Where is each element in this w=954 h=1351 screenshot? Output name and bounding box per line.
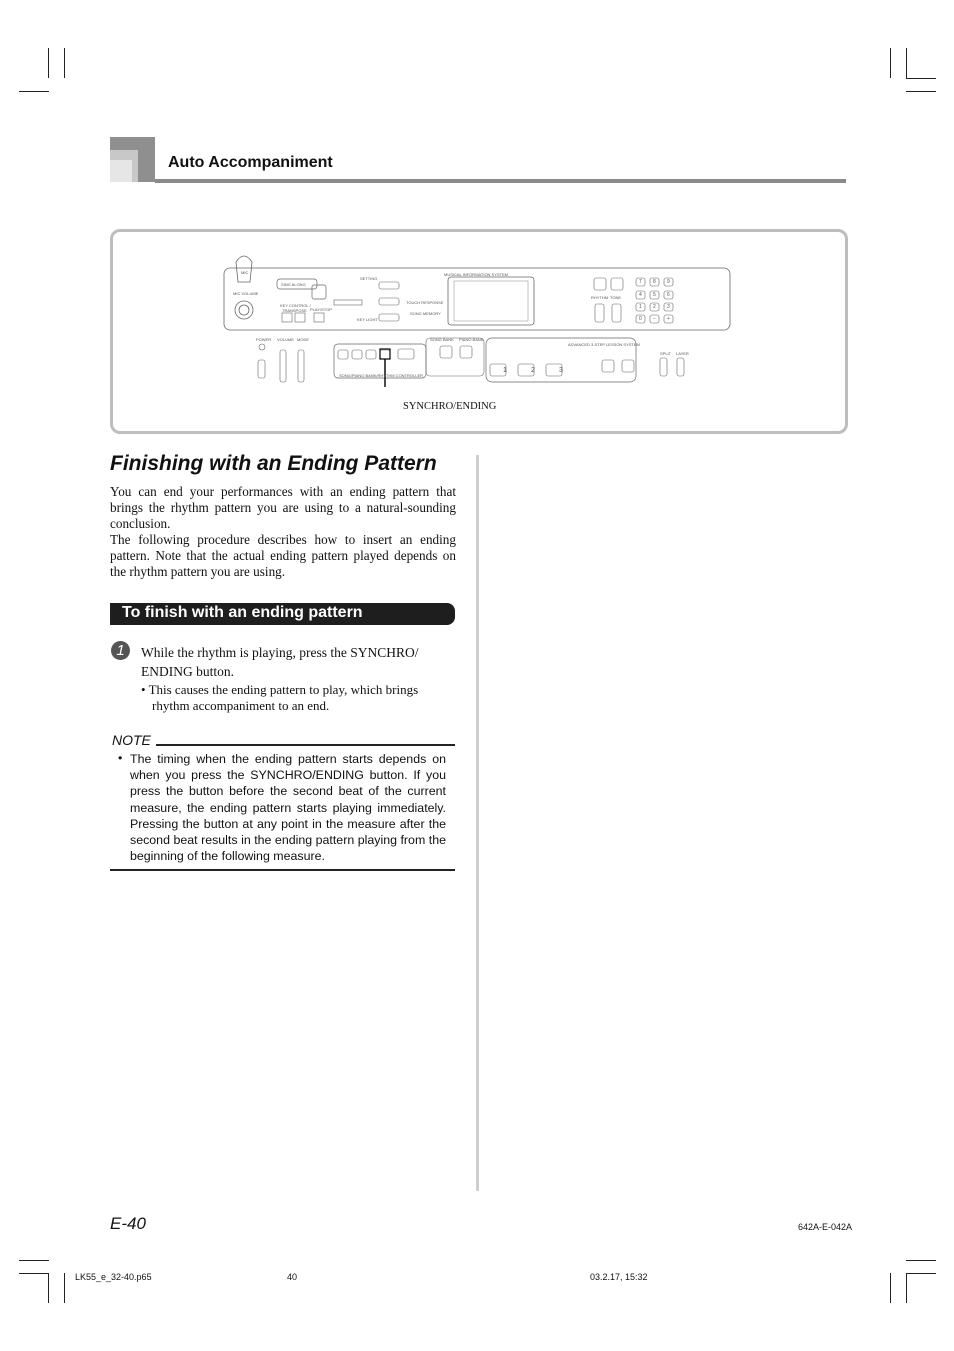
column-divider [476,455,479,1191]
crop-mark [906,1260,936,1261]
crop-mark [906,78,936,79]
label-layer: LAYER [676,351,689,356]
label-song-piano-controller: SONG/PIANO BANK/RHYTHM CONTROLLER [339,373,424,378]
step-text: While the rhythm is playing, press the SYNCHRO/ ENDING button. [141,645,419,679]
file-page: 40 [287,1272,298,1282]
numpad-key-label: 2 [653,304,656,310]
numpad-key-label: 1 [639,304,642,310]
step-key-label: 1 [503,367,507,374]
numpad-key-label: 9 [667,279,670,285]
crop-mark [64,48,65,78]
numpad-key-label: 7 [639,279,642,285]
file-name: LK55_e_32-40.p65 [75,1272,152,1282]
section-rule [155,179,846,183]
crop-mark [19,91,49,92]
step-key-label: 2 [531,367,535,374]
numpad-key-label: 8 [653,279,656,285]
label-volume: VOLUME [277,337,294,342]
label-play-stop: PLAY/STOP [310,307,332,312]
label-song-memory: SONG MEMORY [410,311,441,316]
crop-mark [890,1273,891,1303]
crop-mark [906,1273,907,1303]
numpad-key-label: 3 [667,304,670,310]
crop-mark [906,48,907,78]
crop-mark [48,1273,49,1303]
crop-mark [19,1273,49,1274]
doc-code: 642A-E-042A [798,1222,853,1232]
intro-paragraph: The following procedure describes how to insert an ending pattern. Note that the actual ending pattern played depends on the rhythm pattern you are using. [110,532,456,579]
label-key-control: KEY CONTROL / [280,303,311,308]
label-key-light: KEY LIGHT [357,317,378,322]
numpad-key-label: 6 [667,292,670,298]
label-song-bank: SONG BANK [430,337,454,342]
crop-mark [64,1273,65,1303]
note-text: The timing when the ending pattern starts depends on when you press the SYNCHRO/ENDING button. If you press the button before the second beat of the current measure, the ending pattern starts playing immediately. Pressing the button at any point in the measure after the second beat results in the ending pattern playing from the beginning of the following measure. [130,752,446,864]
label-mic: MIC [241,270,249,275]
file-timestamp: 03.2.17, 15:32 [590,1272,648,1282]
label-tone: TONE [610,295,622,300]
crop-mark [906,1273,936,1274]
numpad-key-label: 5 [653,292,656,298]
numpad-key-label: + [667,316,670,322]
label-mic-volume: MIC VOLUME [233,291,259,296]
label-display-title: MUSICAL INFORMATION SYSTEM [444,272,509,277]
label-transpose: TRANSPOSE [282,308,307,313]
note-label: NOTE [112,732,151,748]
crop-mark [48,48,49,78]
note-rule [156,744,455,746]
intro-paragraph: You can end your performances with an ending pattern that brings the rhythm pattern you are using to a natural-sounding conclusion. [110,484,456,531]
crop-mark [906,91,936,92]
section-title: Auto Accompaniment [168,154,333,171]
label-rhythm: RHYTHM [591,295,609,300]
procedure-title-bar [110,603,455,625]
callout-synchro-ending: SYNCHRO/ENDING [403,401,497,412]
label-advanced-lesson: ADVANCED 3-STEP LESSON SYSTEM [568,342,640,347]
step-bullet: • This causes the ending pattern to play, which brings rhythm accompaniment to an end. [141,682,419,713]
crop-mark [19,1260,49,1261]
numpad-key-label: 0 [639,316,642,322]
section-marker-block [110,160,132,182]
note-bullet: • [118,751,123,765]
note-bottom-rule [110,869,455,871]
label-piano-bank: PIANO BANK [459,337,484,342]
numpad-key-label: − [653,316,656,322]
label-sing-along: SING ALONG [281,282,306,287]
page-number: E-40 [110,1214,146,1233]
label-setting: SETTING [360,276,378,281]
procedure-title: To finish with an ending pattern [122,604,363,621]
step-number: 1 [111,641,130,660]
numpad-key-label: 4 [639,292,642,298]
label-split: SPLIT [660,351,672,356]
label-power: POWER [256,337,272,342]
label-touch-response: TOUCH RESPONSE [406,300,444,305]
page-heading: Finishing with an Ending Pattern [110,452,437,475]
label-mode: MODE [297,337,309,342]
crop-mark [890,48,891,78]
step-key-label: 3 [559,367,563,374]
